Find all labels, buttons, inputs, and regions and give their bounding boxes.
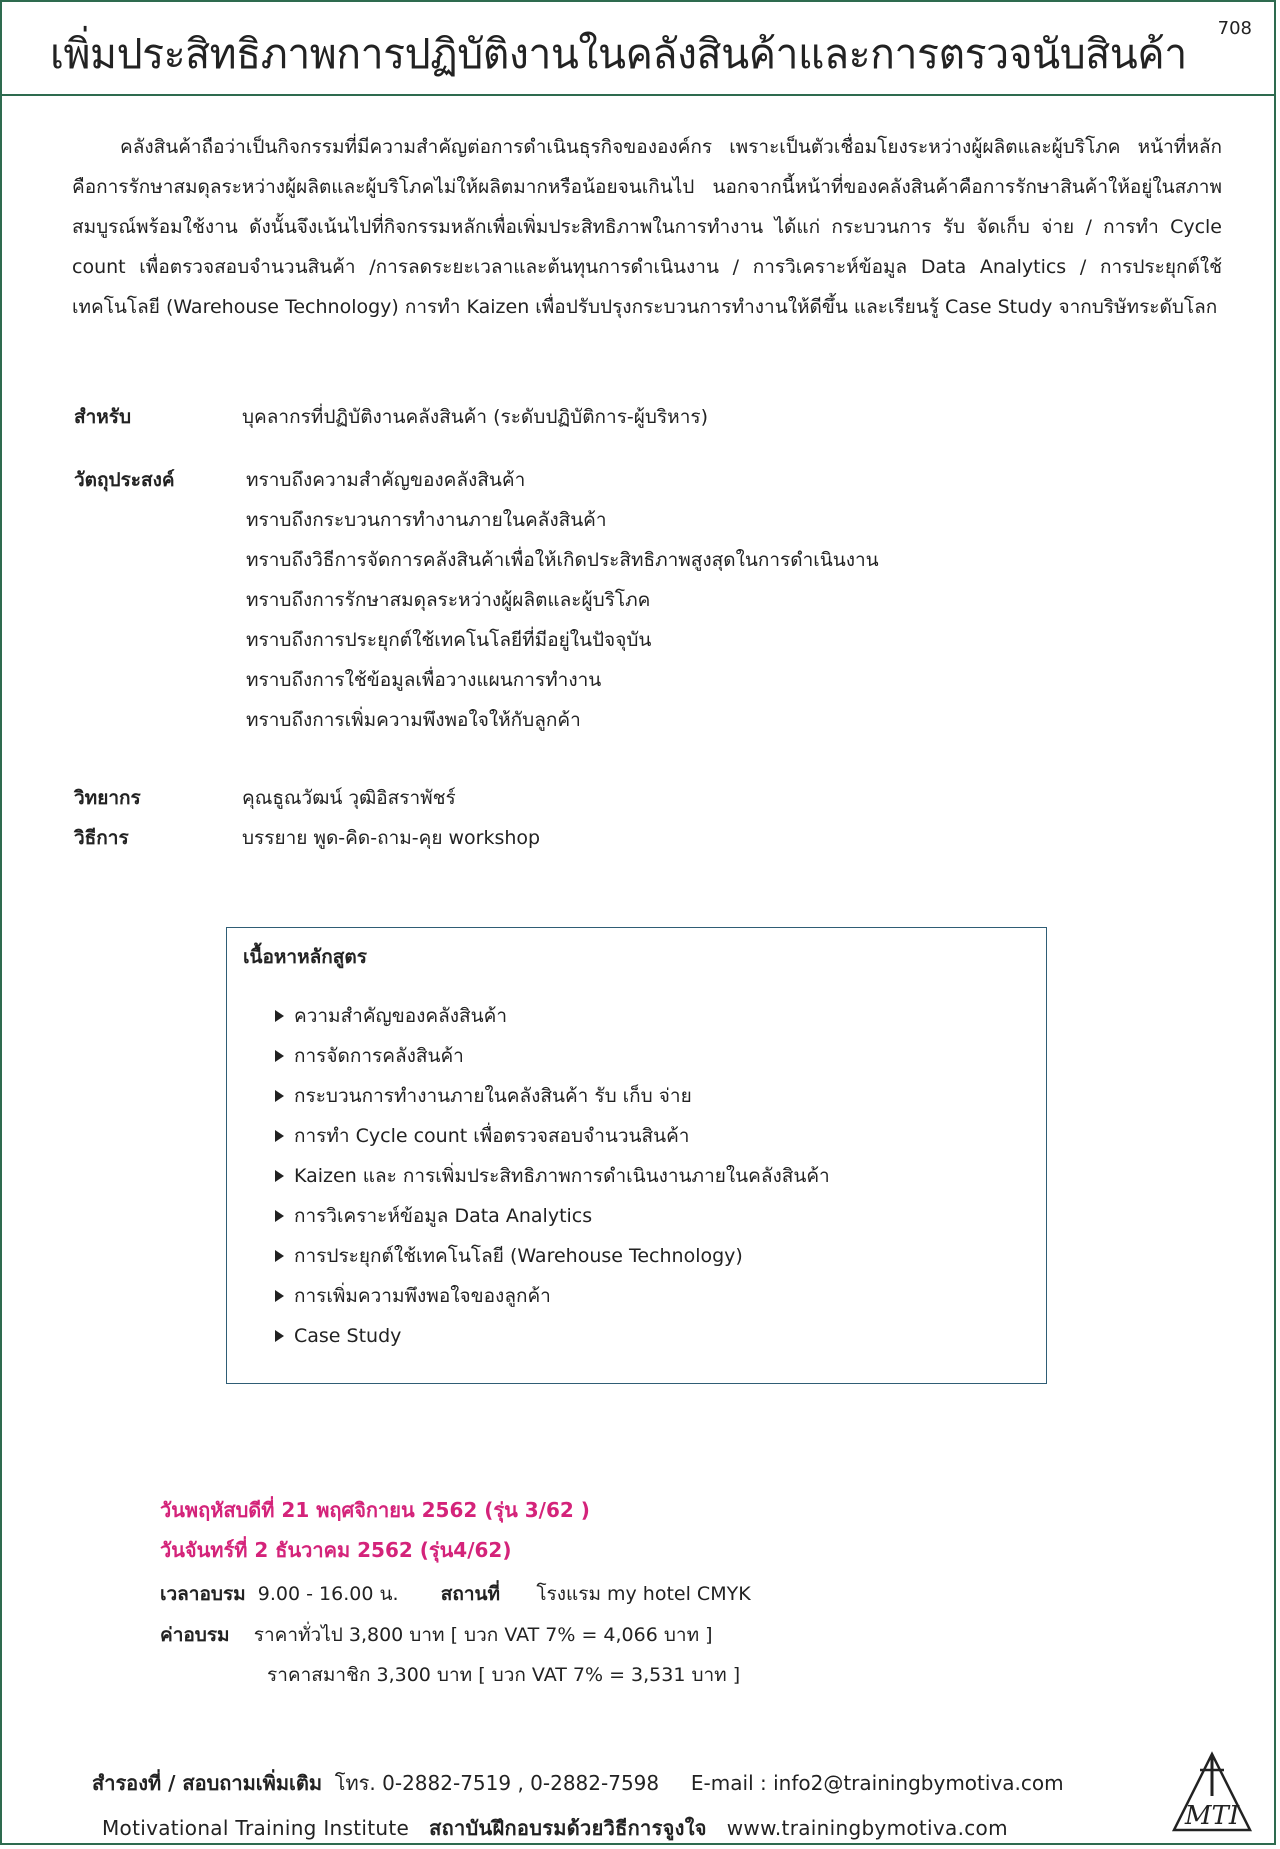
org-name-th: สถาบันฝึกอบรมด้วยวิธีการจูงใจ — [429, 1816, 707, 1840]
phone: โทร. 0-2882-7519 , 0-2882-7598 — [334, 1771, 660, 1795]
content-item — [275, 1276, 830, 1316]
content-item-label: การทำ Cycle count เพื่อตรวจสอบจำนวนสินค้า — [294, 1125, 690, 1147]
place-label: สถานที่ — [440, 1583, 501, 1605]
content-item-label: Case Study — [294, 1325, 402, 1347]
email-link[interactable]: E-mail : info2@trainingbymotiva.com — [690, 1771, 1064, 1795]
page-title: เพิ่มประสิทธิภาพการปฏิบัติงานในคลังสินค้าและการตรวจนับสินค้า — [50, 30, 1187, 78]
content-item — [275, 1156, 830, 1196]
content-item — [275, 996, 830, 1036]
objective-item: ทราบถึงกระบวนการทำงานภายในคลังสินค้า — [246, 509, 607, 531]
content-item — [275, 1036, 830, 1076]
bullet-arrow-icon — [275, 1090, 284, 1102]
content-item — [275, 1076, 830, 1116]
header — [2, 2, 1274, 96]
content-item — [275, 1316, 830, 1356]
bullet-arrow-icon — [275, 1050, 284, 1062]
instructor-label: วิทยากร — [74, 787, 141, 809]
time-value: 9.00 - 16.00 น. — [257, 1583, 399, 1605]
content-item-label: การประยุกต์ใช้เทคโนโลยี (Warehouse Technology) — [294, 1245, 743, 1267]
instructor-value: คุณธูณวัฒน์ วุฒิอิสราพัชร์ — [242, 787, 456, 809]
bullet-arrow-icon — [275, 1210, 284, 1222]
objectives-list — [246, 460, 879, 740]
logo-text: MTI — [1184, 1801, 1240, 1831]
fee-general: ราคาทั่วไป 3,800 บาท [ บวก VAT 7% = 4,066 บาท ] — [253, 1624, 713, 1646]
content-list — [275, 996, 830, 1356]
reserve-label: สำรองที่ / สอบถามเพิ่มเติม — [92, 1771, 323, 1795]
course-content-box — [226, 927, 1047, 1384]
fee-member-row — [267, 1660, 740, 1690]
fee-label: ค่าอบรม — [160, 1624, 230, 1646]
objective-item: ทราบถึงวิธีการจัดการคลังสินค้าเพื่อให้เกิดประสิทธิภาพสูงสุดในการดำเนินงาน — [246, 549, 879, 571]
objective-item: ทราบถึงการรักษาสมดุลระหว่างผู้ผลิตและผู้บริโภค — [246, 589, 651, 611]
org-line — [102, 1812, 1008, 1844]
objective-item: ทราบถึงความสำคัญของคลังสินค้า — [246, 469, 526, 491]
content-item — [275, 1196, 830, 1236]
bullet-arrow-icon — [275, 1250, 284, 1262]
objective-item: ทราบถึงการเพิ่มความพึงพอใจให้กับลูกค้า — [246, 709, 581, 731]
content-item — [275, 1116, 830, 1156]
time-label: เวลาอบรม — [160, 1583, 246, 1605]
for-label: สำหรับ — [74, 406, 132, 428]
schedule-row — [160, 1579, 751, 1609]
course-code: 708 — [1217, 18, 1252, 39]
method-value: บรรยาย พูด-คิด-ถาม-คุย workshop — [242, 827, 541, 849]
content-item-label: การเพิ่มความพึงพอใจของลูกค้า — [294, 1285, 551, 1307]
for-value: บุคลากรที่ปฏิบัติงานคลังสินค้า (ระดับปฏิบัติการ-ผู้บริหาร) — [242, 406, 708, 428]
place-value: โรงแรม my hotel CMYK — [536, 1583, 751, 1605]
bullet-arrow-icon — [275, 1010, 284, 1022]
objective-item: ทราบถึงการประยุกต์ใช้เทคโนโลยีที่มีอยู่ในปัจจุบัน — [246, 629, 652, 651]
content-item-label: การวิเคราะห์ข้อมูล Data Analytics — [294, 1205, 593, 1227]
fee-row — [160, 1620, 713, 1650]
intro-paragraph: คลังสินค้าถือว่าเป็นกิจกรรมที่มีความสำคัญต่อการดำเนินธุรกิจขององค์กร เพราะเป็นตัวเชื่อมโยงระหว่างผู้ผลิตและผู้บริโภค หน้าที่หลักคือการรักษาสมดุลระหว่างผู้ผลิตและผู้บริโภคไม่ให้ผลิตมากหรือน้อยจนเกินไป นอกจากนี้หน้าที่ของคลังสินค้าคือการรักษาสินค้าให้อยู่ในสภาพสมบูรณ์พร้อมใช้งาน ดังนั้นจึงเน้นไปที่กิจกรรมหลักเพื่อเพิ่มประสิทธิภาพในการทำงาน ได้แก่ กระบวนการ รับ จัดเก็บ จ่าย / การทำ Cycle count เพื่อตรวจสอบจำนวนสินค้า /การลดระยะเวลาและต้นทุนการดำเนินงาน / การวิเคราะห์ข้อมูล Data Analytics / การประยุกต์ใช้เทคโนโลยี (Warehouse Technology) การทำ Kaizen เพื่อปรับปรุงกระบวนการทำงานให้ดีขึ้น และเรียนรู้ Case Study จากบริษัทระดับโลก — [72, 136, 1222, 318]
content-title: เนื้อหาหลักสูตร — [243, 946, 367, 968]
method-label: วิธีการ — [74, 827, 129, 849]
fee-member: ราคาสมาชิก 3,300 บาท [ บวก VAT 7% = 3,531 บาท ] — [267, 1664, 741, 1686]
session-date: วันพฤหัสบดีที่ 21 พฤศจิกายน 2562 (รุ่น 3/62 ) — [160, 1498, 590, 1522]
contact-line — [92, 1767, 1064, 1799]
objective-item: ทราบถึงการใช้ข้อมูลเพื่อวางแผนการทำงาน — [246, 669, 602, 691]
content-item-label: กระบวนการทำงานภายในคลังสินค้า รับ เก็บ จ่าย — [294, 1085, 692, 1107]
org-name-en: Motivational Training Institute — [102, 1816, 410, 1840]
bullet-arrow-icon — [275, 1170, 284, 1182]
objectives-label: วัตถุประสงค์ — [74, 469, 175, 491]
content-item-label: Kaizen และ การเพิ่มประสิทธิภาพการดำเนินงานภายในคลังสินค้า — [294, 1165, 830, 1187]
content-item-label: ความสำคัญของคลังสินค้า — [294, 1005, 508, 1027]
content-item-label: การจัดการคลังสินค้า — [294, 1045, 464, 1067]
mti-logo-icon — [1170, 1750, 1254, 1834]
session-date: วันจันทร์ที่ 2 ธันวาคม 2562 (รุ่น4/62) — [160, 1538, 512, 1562]
bullet-arrow-icon — [275, 1290, 284, 1302]
bullet-arrow-icon — [275, 1330, 284, 1342]
content-item — [275, 1236, 830, 1276]
website-link[interactable]: www.trainingbymotiva.com — [726, 1816, 1008, 1840]
bullet-arrow-icon — [275, 1130, 284, 1142]
